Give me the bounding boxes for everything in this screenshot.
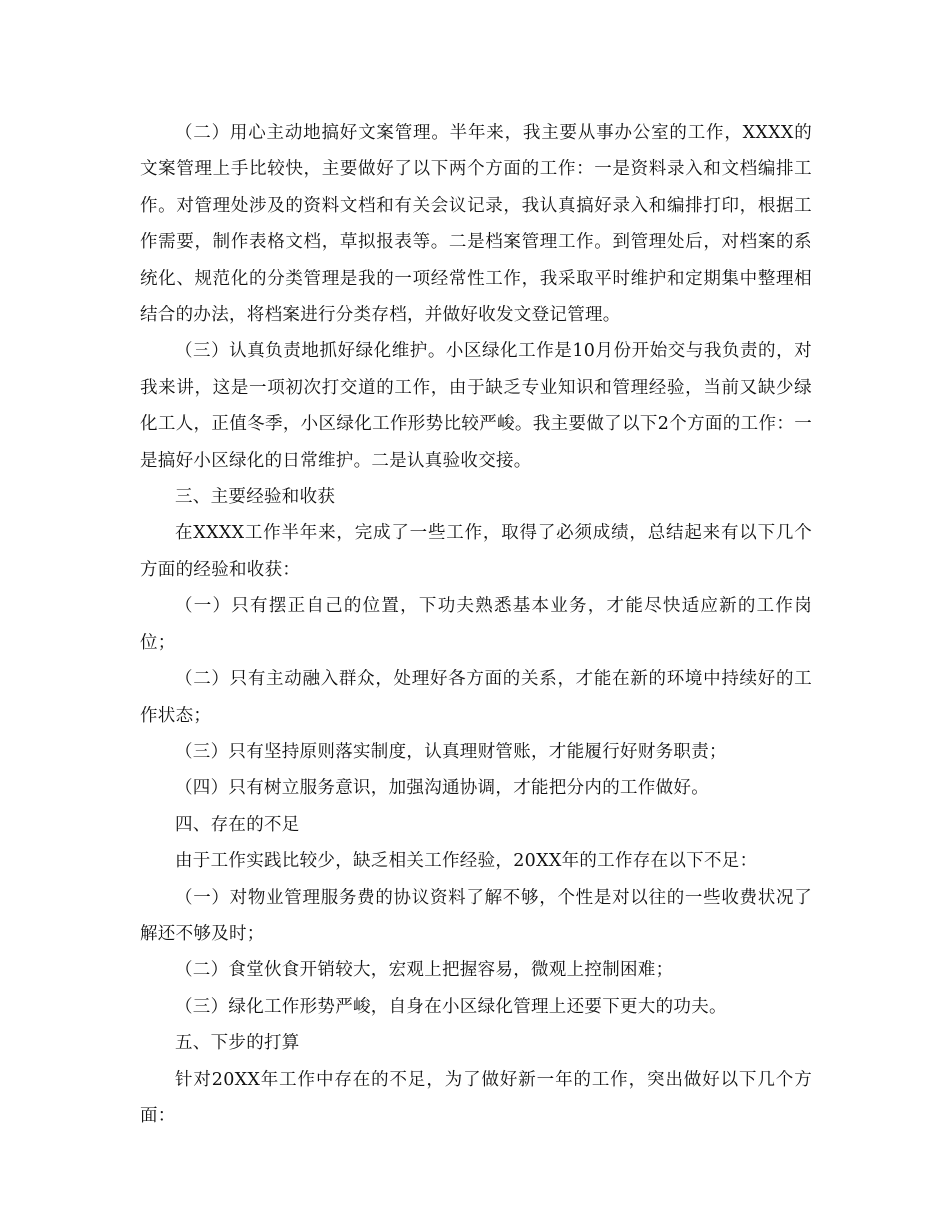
paragraph-shortcoming-1: （一）对物业管理服务费的协议资料了解不够，个性是对以往的一些收费状况了解还不够及时； xyxy=(140,887,812,944)
paragraph-experience-3: （三）只有坚持原则落实制度，认真理财管账，才能履行好财务职责； xyxy=(175,741,727,762)
section-heading-next-plans: 五、下步的打算 xyxy=(175,1033,300,1054)
paragraph-shortcomings-intro: 由于工作实践比较少，缺乏相关工作经验，20XX年的工作存在以下不足： xyxy=(175,851,758,872)
paragraph-experience-intro: 在XXXX工作半年来，完成了一些工作，取得了必须成绩，总结起来有以下几个方面的经验和收获： xyxy=(140,523,812,580)
document-body xyxy=(140,115,812,1134)
paragraph-shortcoming-3: （三）绿化工作形势严峻，自身在小区绿化管理上还要下更大的功夫。 xyxy=(175,996,727,1017)
section-heading-shortcomings: 四、存在的不足 xyxy=(175,814,300,835)
paragraph-experience-2: （二）只有主动融入群众，处理好各方面的关系，才能在新的环境中持续好的工作状态； xyxy=(140,669,812,726)
paragraph-shortcoming-2: （二）食堂伙食开销较大，宏观上把握容易，微观上控制困难； xyxy=(175,960,674,981)
paragraph-experience-4: （四）只有树立服务意识，加强沟通协调，才能把分内的工作做好。 xyxy=(175,778,709,799)
paragraph-next-plans-intro: 针对20XX年工作中存在的不足，为了做好新一年的工作，突出做好以下几个方面： xyxy=(140,1069,812,1126)
paragraph-greening-maintenance: （三）认真负责地抓好绿化维护。小区绿化工作是10月份开始交与我负责的，对我来讲，这是一项初次打交道的工作，由于缺乏专业知识和管理经验，当前又缺少绿化工人，正值冬季，小区绿化工作形势比较严峻。我主要做了以下2个方面的工作：一是搞好小区绿化的日常维护。二是认真验收交接。 xyxy=(140,341,812,471)
section-heading-experience: 三、主要经验和收获 xyxy=(175,487,336,508)
paragraph-experience-1: （一）只有摆正自己的位置，下功夫熟悉基本业务，才能尽快适应新的工作岗位； xyxy=(140,596,812,653)
paragraph-document-management: （二）用心主动地搞好文案管理。半年来，我主要从事办公室的工作，XXXX的文案管理上手比较快，主要做好了以下两个方面的工作：一是资料录入和文档编排工作。对管理处涉及的资料文档和有关会议记录，我认真搞好录入和编排打印，根据工作需要，制作表格文档，草拟报表等。二是档案管理工作。到管理处后，对档案的系统化、规范化的分类管理是我的一项经常性工作，我采取平时维护和定期集中整理相结合的办法，将档案进行分类存档，并做好收发文登记管理。 xyxy=(140,123,812,326)
